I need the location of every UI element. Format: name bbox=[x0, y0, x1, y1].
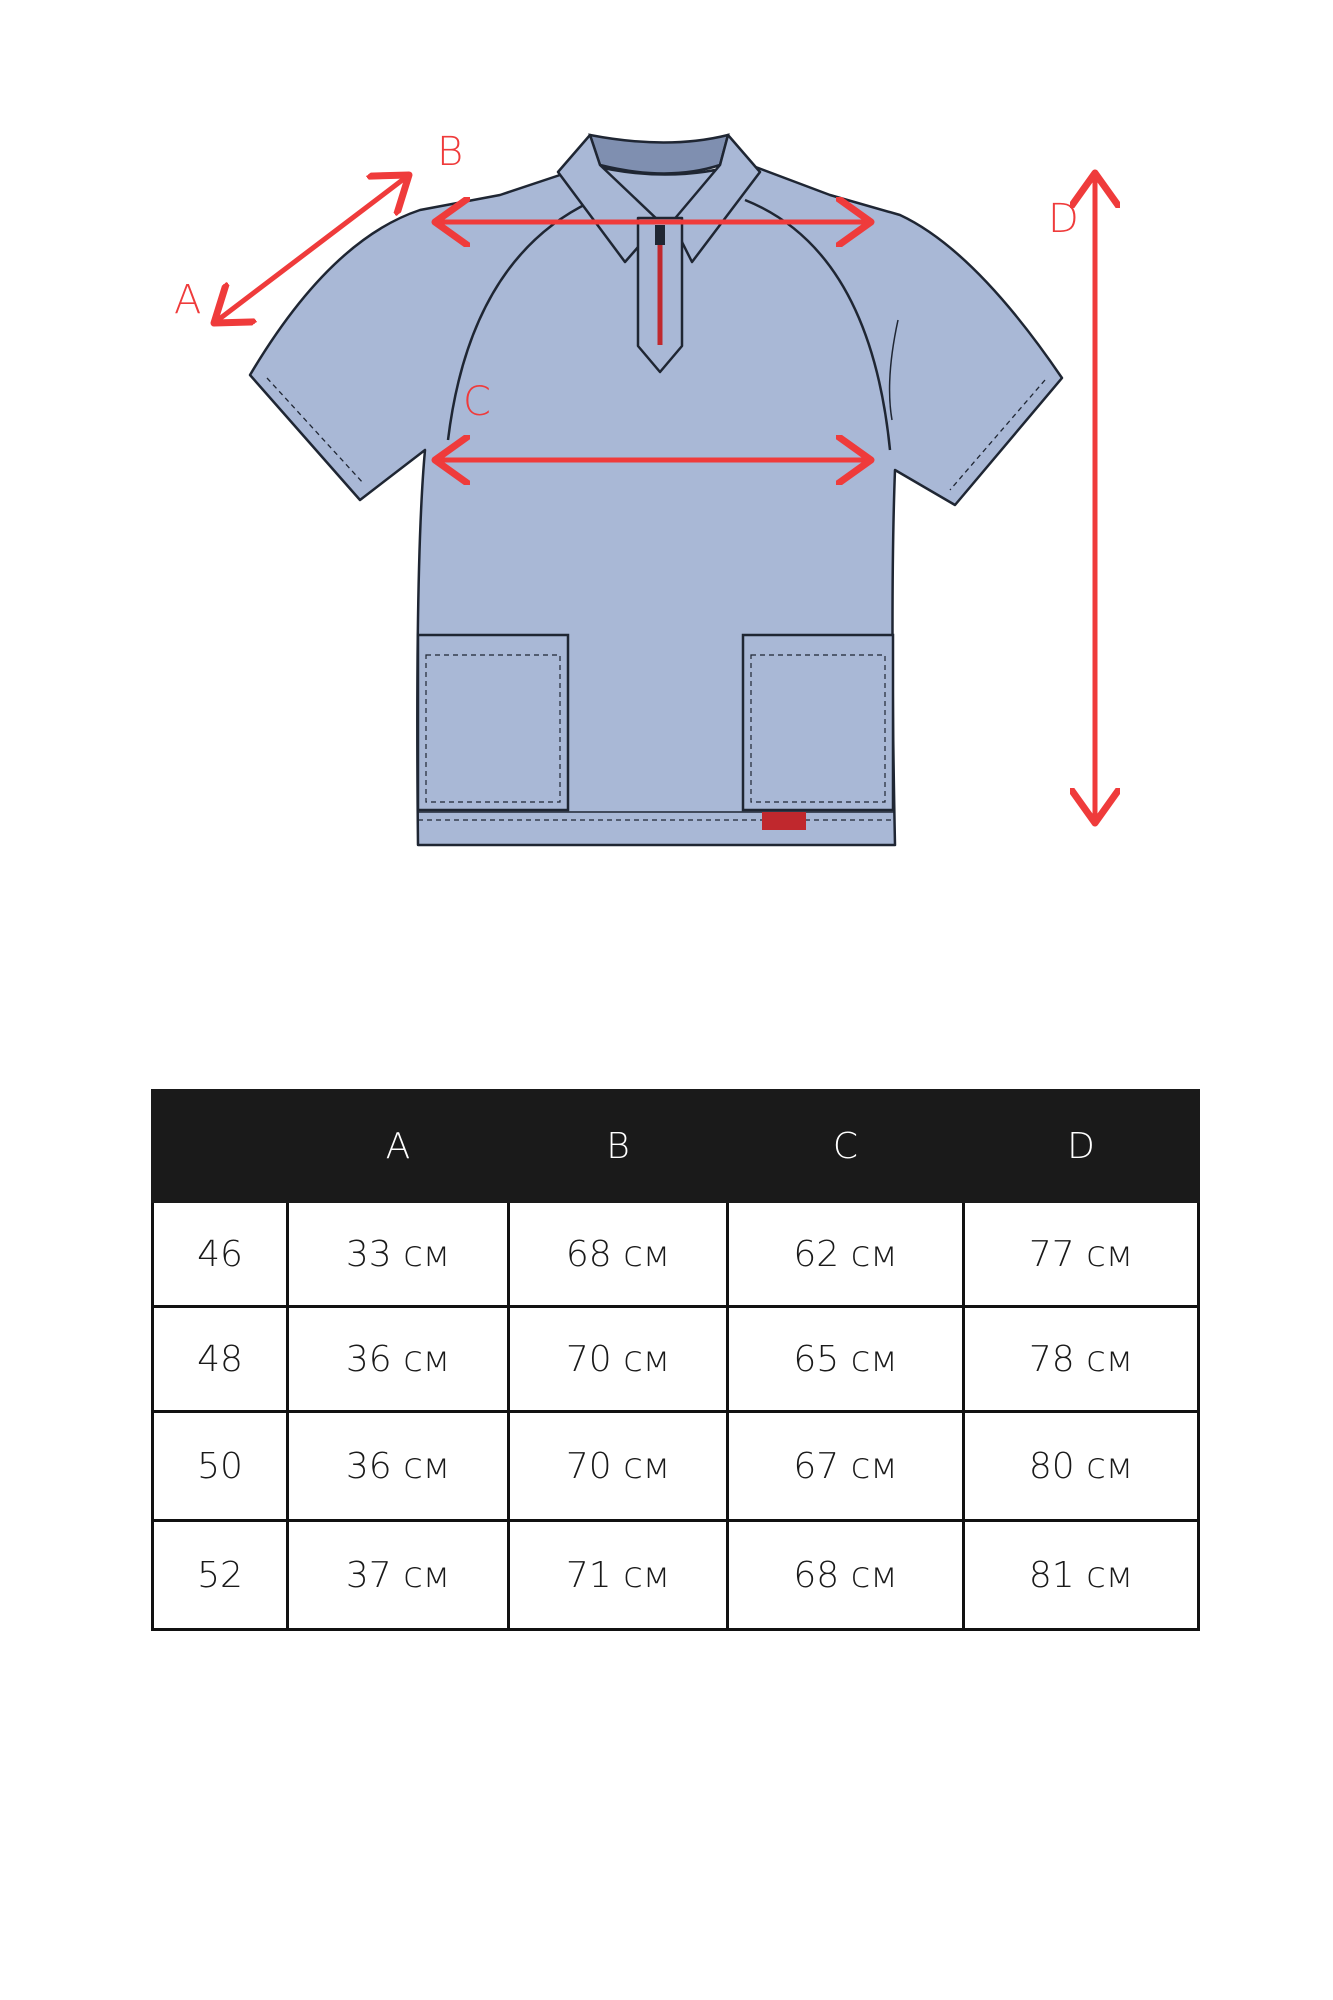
cell-size: 52 bbox=[153, 1521, 288, 1630]
collar-back bbox=[590, 135, 728, 174]
polo-shirt bbox=[250, 135, 1062, 845]
cell-c: 67 см bbox=[728, 1412, 964, 1521]
header-b: B bbox=[509, 1091, 728, 1202]
header-d: D bbox=[964, 1091, 1199, 1202]
cell-a: 33 см bbox=[288, 1202, 509, 1307]
brand-tag bbox=[762, 812, 806, 830]
table-row bbox=[153, 1307, 1199, 1412]
cell-d: 78 см bbox=[964, 1307, 1199, 1412]
cell-c: 68 см bbox=[728, 1521, 964, 1630]
cell-d: 80 см bbox=[964, 1412, 1199, 1521]
header-c: C bbox=[728, 1091, 964, 1202]
pocket-right bbox=[743, 635, 893, 810]
cell-b: 70 см bbox=[509, 1412, 728, 1521]
cell-b: 70 см bbox=[509, 1307, 728, 1412]
cell-d: 77 см bbox=[964, 1202, 1199, 1307]
cell-size: 50 bbox=[153, 1412, 288, 1521]
zipper-pull bbox=[655, 225, 665, 245]
header-size bbox=[153, 1091, 288, 1202]
table-row bbox=[153, 1202, 1199, 1307]
size-chart-table bbox=[151, 1089, 1200, 1631]
header-a: A bbox=[288, 1091, 509, 1202]
cell-b: 68 см bbox=[509, 1202, 728, 1307]
table-header-row bbox=[153, 1091, 1199, 1202]
cell-a: 36 см bbox=[288, 1307, 509, 1412]
measure-label-b: B bbox=[437, 129, 464, 175]
cell-c: 62 см bbox=[728, 1202, 964, 1307]
measure-label-a: A bbox=[174, 277, 202, 323]
cell-c: 65 см bbox=[728, 1307, 964, 1412]
table-row bbox=[153, 1412, 1199, 1521]
cell-size: 46 bbox=[153, 1202, 288, 1307]
measure-label-c: C bbox=[463, 379, 491, 425]
table-row bbox=[153, 1521, 1199, 1630]
garment-diagram bbox=[0, 0, 1333, 900]
cell-size: 48 bbox=[153, 1307, 288, 1412]
measure-label-d: D bbox=[1048, 196, 1079, 242]
cell-a: 36 см bbox=[288, 1412, 509, 1521]
cell-b: 71 см bbox=[509, 1521, 728, 1630]
pocket-left bbox=[418, 635, 568, 810]
cell-a: 37 см bbox=[288, 1521, 509, 1630]
cell-d: 81 см bbox=[964, 1521, 1199, 1630]
